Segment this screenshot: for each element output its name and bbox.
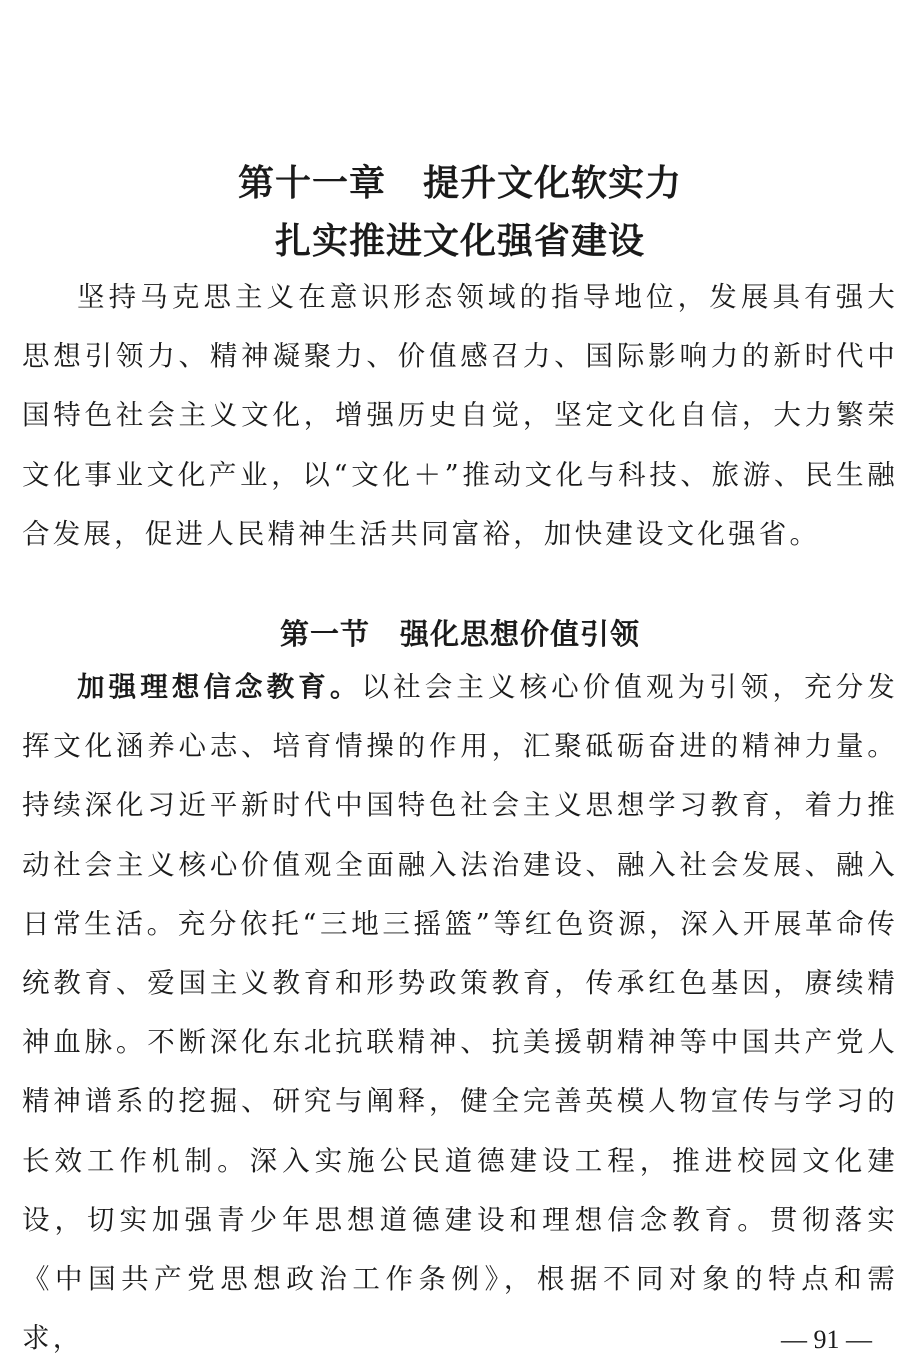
section-paragraph [22, 658, 898, 1368]
section-title: 第一节 强化思想价值引领 [279, 617, 640, 652]
chapter-title-line-1: 第十一章 提升文化软实力 [237, 162, 682, 205]
chapter-title [0, 154, 920, 270]
paragraph-text: 以社会主义核心价值观为引领，充分发挥文化涵养心志、培育情操的作用，汇聚砥砺奋进的精神力量。持续深化习近平新时代中国特色社会主义思想学习教育，着力推动社会主义核心价值观全面融入法治建设、融入社会发展、融入日常生活。充分依托“三地三摇篮”等红色资源，深入开展革命传统教育、爱国主义教育和形势政策教育，传承红色基因，赓续精神血脉。不断深化东北抗联精神、抗美援朝精神等中国共产党人精神谱系的挖掘、研究与阐释，健全完善英模人物宣传与学习的长效工作机制。深入实施公民道德建设工程，推进校园文化建设，切实加强青少年思想道德建设和理想信念教育。贯彻落实《中国共产党思想政治工作条例》，根据不同对象的特点和需求， [22, 671, 898, 1355]
page-number: — 91 — [781, 1325, 872, 1354]
section-body [22, 658, 898, 1368]
paragraph-lead-heading: 加强理想信念教育。 [77, 671, 362, 703]
intro-paragraph: 坚持马克思主义在意识形态领域的指导地位，发展具有强大思想引领力、精神凝聚力、价值感召力、国际影响力的新时代中国特色社会主义文化，增强历史自觉，坚定文化自信，大力繁荣文化事业文化产业，以“文化＋”推动文化与科技、旅游、民生融合发展，促进人民精神生活共同富裕，加快建设文化强省。 [22, 281, 898, 550]
chapter-title-line-2: 扎实推进文化强省建设 [274, 220, 645, 263]
chapter-intro [22, 268, 898, 564]
